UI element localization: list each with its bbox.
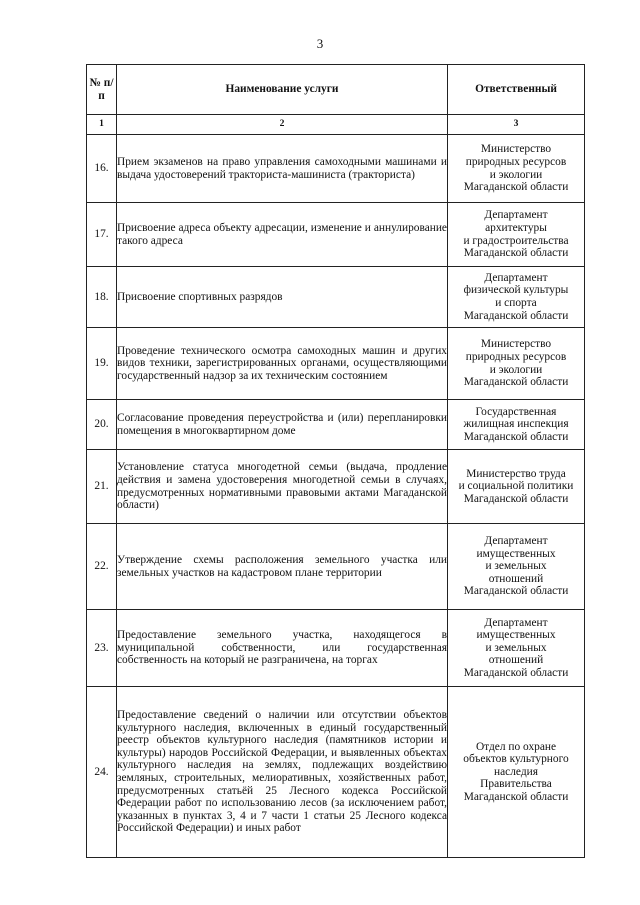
responsible-line: Министерство [480,143,552,156]
responsible-line: и экологии [489,363,543,376]
responsible-line: Министерство труда [466,467,566,480]
responsible-body [448,524,585,610]
responsible-line: Магаданской области [463,430,569,443]
responsible-line: Департамент [484,616,548,629]
responsible-body [448,610,585,687]
service-name: Утверждение схемы расположения земельного участка или земельных участков на кадастровом плане территории [117,524,448,610]
table-row [87,135,585,203]
responsible-line: и градостроительства [463,234,569,247]
responsible-line: жилищная инспекция [463,418,569,431]
row-number: 16. [87,135,117,203]
responsible-line: Магаданской области [463,309,569,322]
responsible-line: архитектуры [485,221,547,234]
services-table [86,64,585,858]
header-num: № п/п [87,65,117,115]
row-number: 22. [87,524,117,610]
column-number-row [87,115,585,135]
service-name: Присвоение спортивных разрядов [117,267,448,328]
responsible-line: физической культуры [463,284,569,297]
responsible-line: и экологии [489,168,543,181]
responsible-line: объектов культурного [463,753,569,766]
row-number: 21. [87,450,117,524]
table-body [87,135,585,858]
row-number: 24. [87,687,117,858]
service-name: Предоставление земельного участка, находящегося в муниципальной собственности, или государственная собственность на который не разграничена, на торгах [117,610,448,687]
table-row [87,267,585,328]
responsible-line: Магаданской области [463,666,569,679]
responsible-line: Департамент [484,535,548,548]
responsible-line: Магаданской области [463,790,569,803]
responsible-body [448,400,585,450]
row-number: 20. [87,400,117,450]
responsible-line: Департамент [484,271,548,284]
table-row [87,328,585,400]
responsible-body [448,687,585,858]
responsible-body [448,450,585,524]
table-row [87,203,585,267]
responsible-line: Магаданской области [463,376,569,389]
responsible-line: имущественных [476,547,556,560]
table-row [87,524,585,610]
responsible-line: природных ресурсов [465,350,567,363]
header-service-name: Наименование услуги [117,65,448,115]
responsible-line: и земельных [485,641,547,654]
row-number: 17. [87,203,117,267]
service-name: Присвоение адреса объекту адресации, изменение и аннулирование такого адреса [117,203,448,267]
table-row [87,610,585,687]
column-number: 1 [87,115,117,135]
responsible-line: имущественных [476,629,556,642]
responsible-line: Магаданской области [463,492,569,505]
responsible-line: отношений [488,572,544,585]
responsible-line: Правительства [480,778,552,791]
column-number: 2 [117,115,448,135]
responsible-line: наследия [494,765,538,778]
responsible-line: Магаданской области [463,585,569,598]
responsible-body [448,267,585,328]
table-header-row [87,65,585,115]
responsible-line: Министерство [480,338,552,351]
responsible-line: и спорта [495,297,537,309]
responsible-body [448,328,585,400]
responsible-body [448,135,585,203]
service-name: Предоставление сведений о наличии или отсутствии объектов культурного наследия, включенных в единый государственный реестр объектов культурного наследия (памятников истории и культуры) народов Российской Федерации, и выявленных объектах культурного наследия на землях, подлежащих воздействию земляных, строительных, мелиоративных, хозяйственных работ, предусмотренных статьёй 25 Лесного кодекса Российской Федерации работ по использованию лесов (за исключением работ, указанных в пунктах 3, 4 и 7 части 1 статьи 25 Лесного кодекса Российской Федерации) и иных работ [117,687,448,858]
service-name: Проведение технического осмотра самоходных машин и других видов техники, зарегистрированных органами, осуществляющими государственный надзор за их техническим состоянием [117,328,448,400]
responsible-line: и земельных [485,560,547,573]
responsible-body [448,203,585,267]
responsible-line: и социальной политики [458,480,574,493]
column-number: 3 [448,115,585,135]
responsible-line: отношений [488,654,544,667]
table-row [87,450,585,524]
row-number: 19. [87,328,117,400]
service-name: Согласование проведения переустройства и (или) перепланировки помещения в многоквартирном доме [117,400,448,450]
service-name: Установление статуса многодетной семьи (выдача, продление действия и замена удостоверения многодетной семьи в случаях, предусмотренных нормативными правовыми актами Магаданской области) [117,450,448,524]
row-number: 18. [87,267,117,328]
responsible-line: природных ресурсов [465,155,567,168]
responsible-line: Государственная [475,405,557,418]
responsible-line: Департамент [484,209,548,222]
row-number: 23. [87,610,117,687]
responsible-line: Магаданской области [463,181,569,194]
responsible-line: Отдел по охране [475,740,557,753]
service-name: Прием экзаменов на право управления самоходными машинами и выдача удостоверений тракториста-машиниста (тракториста) [117,135,448,203]
table-row [87,400,585,450]
table-row [87,687,585,858]
header-responsible: Ответственный [448,65,585,115]
page-number: 3 [316,36,324,51]
responsible-line: Магаданской области [463,247,569,260]
